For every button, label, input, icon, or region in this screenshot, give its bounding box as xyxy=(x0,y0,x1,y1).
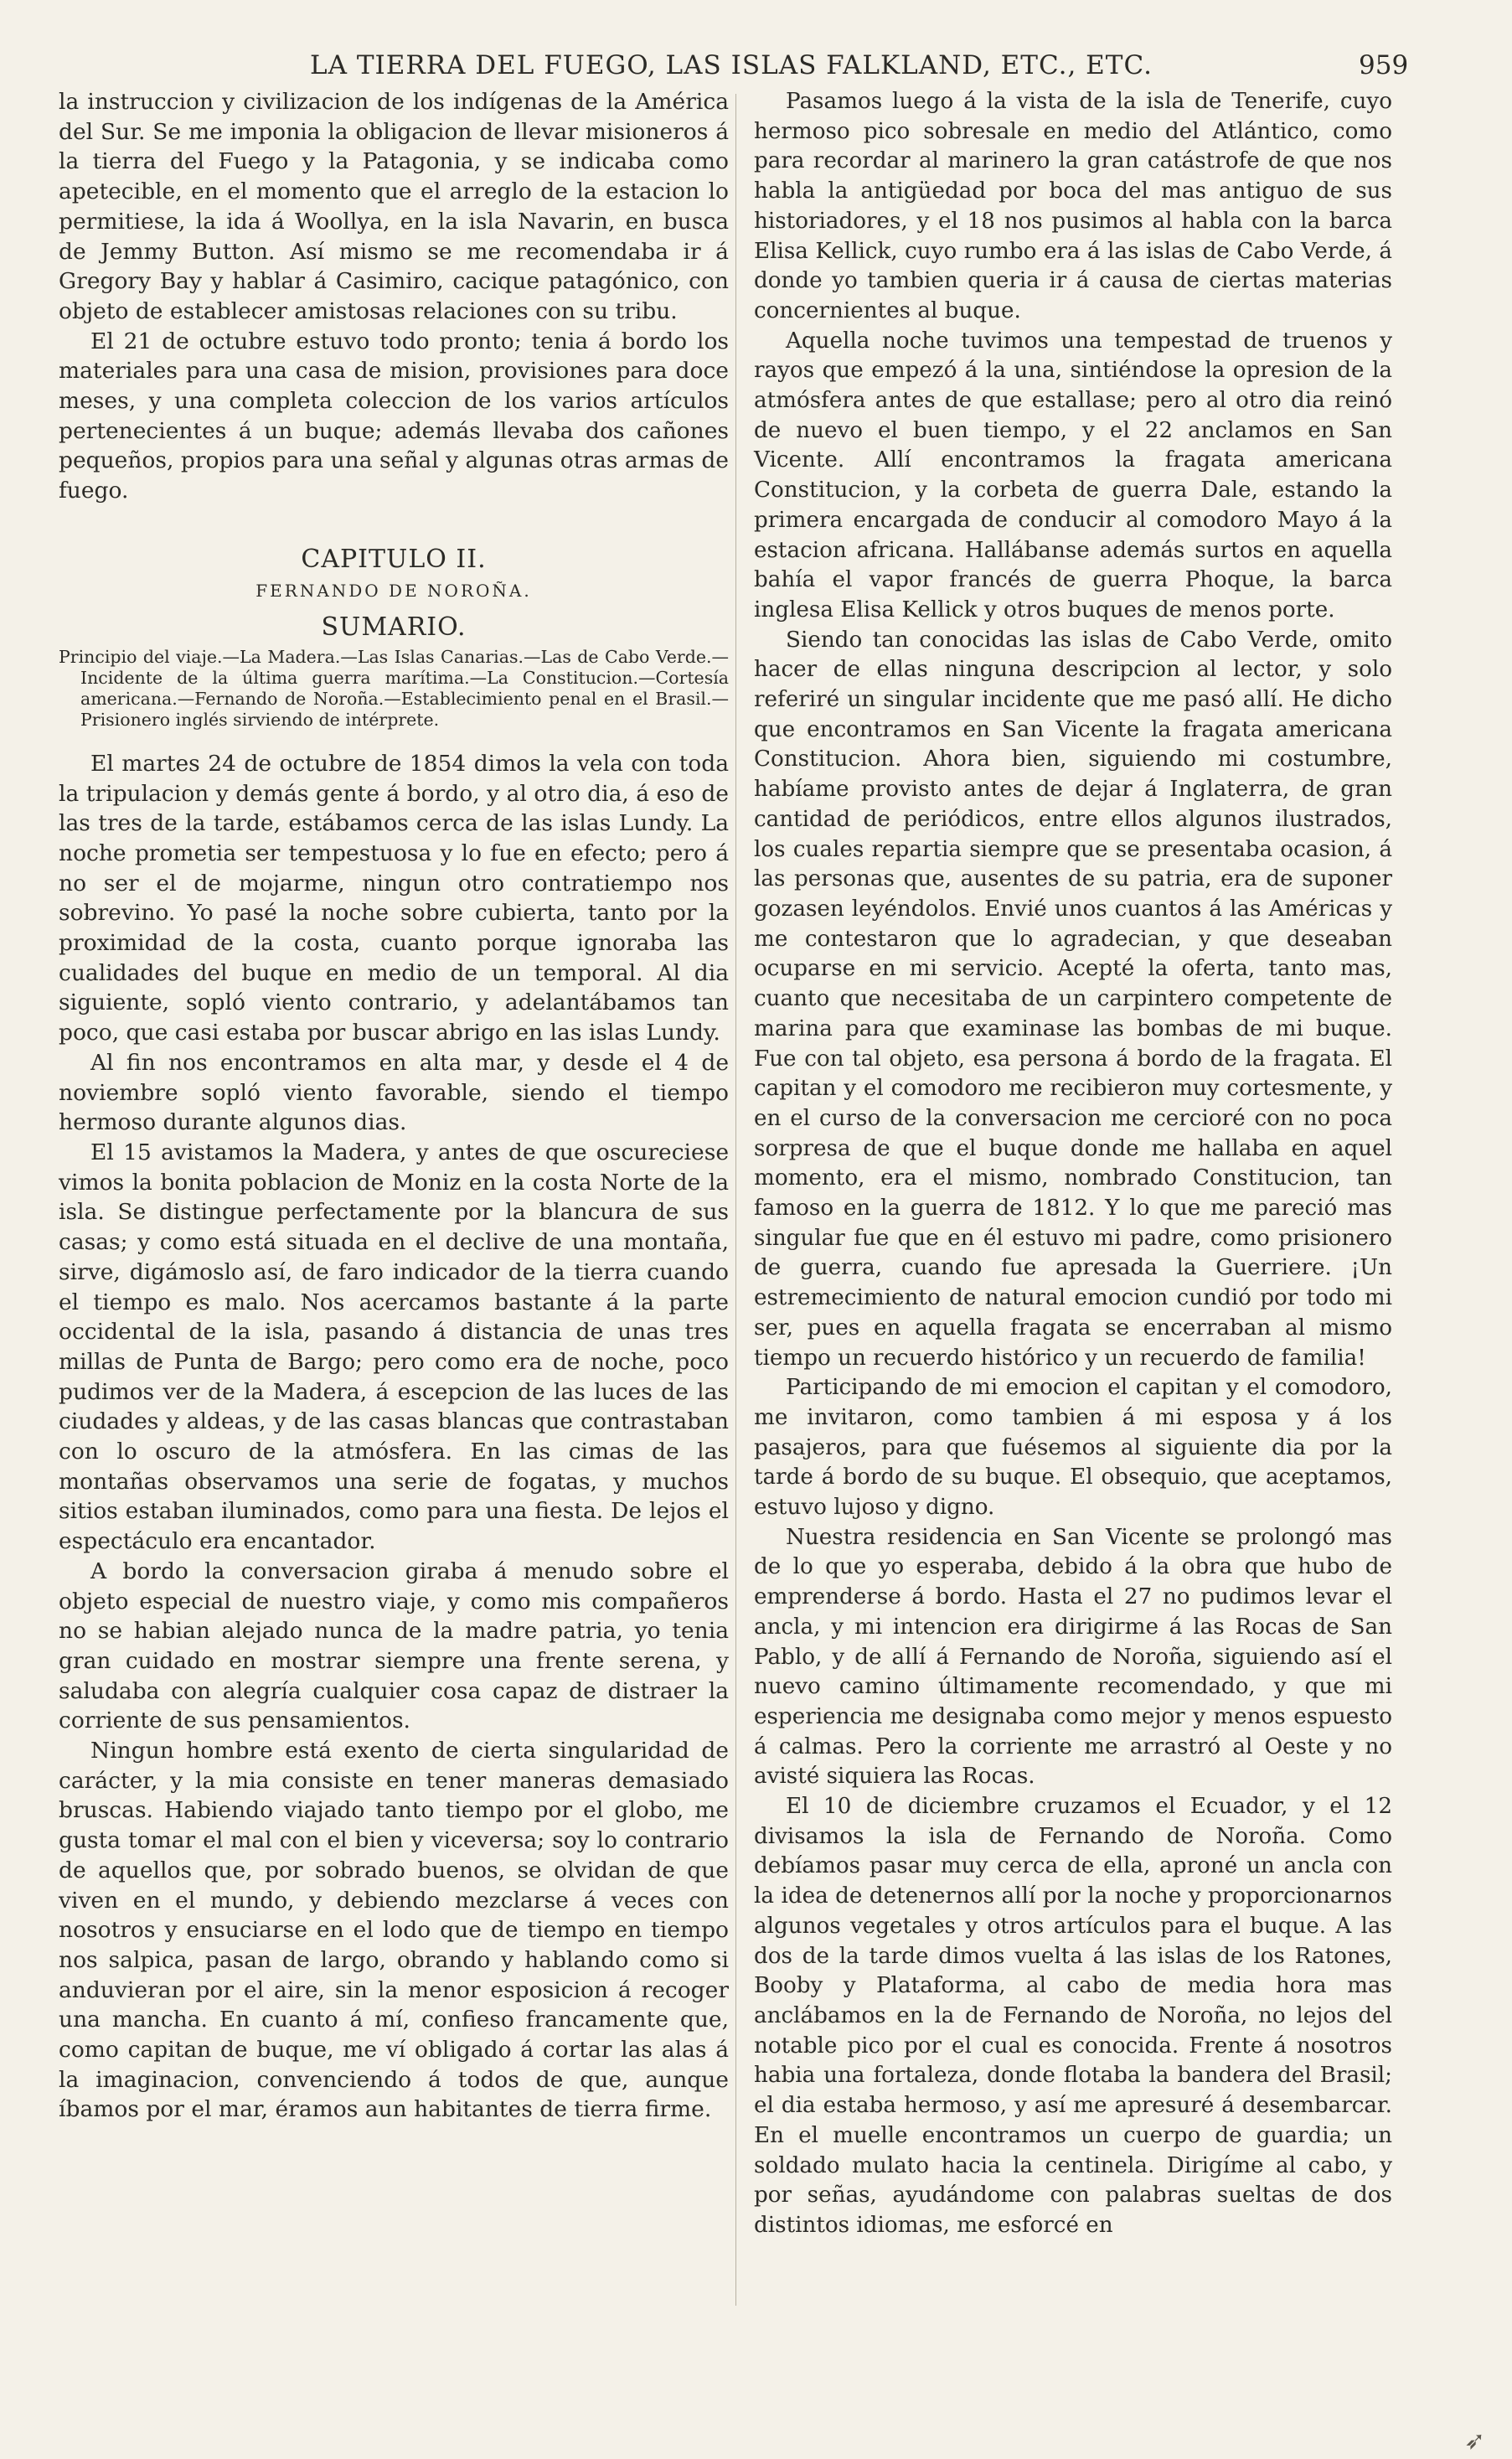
corner-mark-icon: ➶ xyxy=(1464,2426,1486,2456)
summary-body: Principio del viaje.—La Madera.—Las Islas Canarias.—Las de Cabo Verde.—Incidente de la última guerra marítima.—La Constitucion.—Cortesía americana.—Fernando de Noroña.—Establecimiento penal en el Brasil.—Prisionero inglés sirviendo de intérprete. xyxy=(59,646,729,730)
paragraph: A bordo la conversacion giraba á menudo sobre el objeto especial de nuestro viaje, y como mis compañeros no se habian alejado nunca de la madre patria, yo tenia gran cuidado en mostrar siempre una frente serena, y saludaba con alegría cualquier cosa capaz de distraer la corriente de sus pensamientos. xyxy=(59,1558,729,1734)
page-header xyxy=(59,50,1512,87)
paragraph: El martes 24 de octubre de 1854 dimos la vela con toda la tripulacion y demás gente á bordo, y al otro dia, á eso de las tres de la tarde, estábamos cerca de las islas Lundy. La noche prometia ser tempestuosa y lo fue en efecto; pero á no ser el de mojarme, ningun otro contratiempo nos sobrevino. Yo pasé la noche sobre cubierta, tanto por la proximidad de la costa, cuanto porque ignoraba las cualidades del buque en medio de un temporal. Al dia siguiente, sopló viento contrario, y adelantábamos tan poco, que casi estaba por buscar abrigo en las islas Lundy. xyxy=(59,750,729,1046)
chapter-subtitle: FERNANDO DE NOROÑA. xyxy=(255,580,532,601)
paragraph: El 10 de diciembre cruzamos el Ecuador, y el 12 divisamos la isla de Fernando de Noroña. Como debíamos pasar muy cerca de ella, aproné un ancla con la idea de detenernos allí por la noche y proporcionarnos algunos vegetales y otros artículos para el buque. A las dos de la tarde dimos vuelta á las islas de los Ratones, Booby y Plataforma, al cabo de media hora mas anclábamos en la de Fernando de Noroña, no lejos del notable pico por el cual es conocida. Frente á nosotros habia una fortaleza, donde flotaba la bandera del Brasil; el dia estaba hermoso, y así me apresuré á desembarcar. En el muelle encontramos un cuerpo de guardia; un soldado mulato hacia la centinela. Dirigíme al cabo, y por señas, ayudándome con palabras sueltas de dos distintos idiomas, me esforcé en xyxy=(754,1794,1392,2238)
right-column xyxy=(754,87,1392,2241)
paragraph: Ningun hombre está exento de cierta singularidad de carácter, y la mia consiste en tener maneras demasiado bruscas. Habiendo viajado tanto tiempo por el globo, me gusta tomar el mal con el bien y viceversa; soy lo contrario de aquellos que, por sobrado buenos, se olvidan de que viven en el mundo, y debiendo mezclarse á veces con nosotros y ensuciarse en el lodo que de tiempo en tiempo nos salpica, pasan de largo, obrando y hablando como si anduvieran por el aire, sin la menor esposicion á recoger una mancha. En cuanto á mí, confieso francamente que, como capitan de buque, me ví obligado á cortar las alas á la imaginacion, convenciendo á todos de que, aunque íbamos por el mar, éramos aun habitantes de tierra firme. xyxy=(59,1738,729,2123)
paragraph: El 15 avistamos la Madera, y antes de que oscureciese vimos la bonita poblacion de Moniz en la costa Norte de la isla. Se distingue perfectamente por la blancura de sus casas; y como está situada en el declive de una montaña, sirve, digámoslo así, de faro indicador de la tierra cuando el tiempo es malo. Nos acercamos bastante á la parte occidental de la isla, pasando á distancia de unas tres millas de Punta de Bargo; pero como era de noche, poco pudimos ver de la Madera, á escepcion de las luces de las ciudades y aldeas, y de las casas blancas que contrastaban con lo oscuro de la atmósfera. En las cimas de las montañas observamos una serie de fogatas, y muchos sitios estaban iluminados, como para una fiesta. De lejos el espectáculo era encantador. xyxy=(59,1139,729,1555)
left-column xyxy=(59,87,729,2125)
summary-title: SUMARIO. xyxy=(321,612,467,642)
page-number: 959 xyxy=(1359,50,1409,80)
paragraph: Al fin nos encontramos en alta mar, y desde el 4 de noviembre sopló viento favorable, siendo el tiempo hermoso durante algunos dias. xyxy=(59,1049,729,1136)
column-divider xyxy=(735,94,736,2306)
paragraph: Nuestra residencia en San Vicente se prolongó mas de lo que yo esperaba, debido á la obra que hubo de emprenderse á bordo. Hasta el 27 no pudimos levar el ancla, y mi intencion era dirigirme á las Rocas de San Pablo, y de allí á Fernando de Noroña, siguiendo así el nuevo camino últimamente recomendado, y que mi esperiencia me designaba como mejor y menos espuesto á calmas. Pero la corriente me arrastró al Oeste y no avisté siquiera las Rocas. xyxy=(754,1524,1392,1790)
paragraph: Participando de mi emocion el capitan y el comodoro, me invitaron, como tambien á mi esposa y á los pasajeros, para que fuésemos al siguiente dia por la tarde á bordo de su buque. El obsequio, que aceptamos, estuvo lujoso y digno. xyxy=(754,1375,1392,1521)
paragraph: la instruccion y civilizacion de los indígenas de la América del Sur. Se me imponia la obligacion de llevar misioneros á la tierra del Fuego y la Patagonia, y se indicaba como apetecible, en el momento que el arreglo de la estacion lo permitiese, la ida á Woollya, en la isla Navarin, en busca de Jemmy Button. Así mismo se me recomendaba ir á Gregory Bay y hablar á Casimiro, cacique patagónico, con objeto de establecer amistosas relaciones con su tribu. xyxy=(59,89,729,324)
paragraph: Pasamos luego á la vista de la isla de Tenerife, cuyo hermoso pico sobresale en medio del Atlántico, como para recordar al marinero la gran catástrofe de que nos habla la antigüedad por boca del mas antiguo de sus historiadores, y el 18 nos pusimos al habla con la barca Elisa Kellick, cuyo rumbo era á las islas de Cabo Verde, á donde yo tambien queria ir á causa de ciertas materias concernientes al buque. xyxy=(754,89,1392,323)
paragraph: El 21 de octubre estuvo todo pronto; tenia á bordo los materiales para una casa de mision, provisiones para doce meses, y una completa coleccion de los varios artículos pertenecientes á un buque; además llevaba dos cañones pequeños, propios para una señal y algunas otras armas de fuego. xyxy=(59,328,729,504)
paragraph: Aquella noche tuvimos una tempestad de truenos y rayos que empezó á la una, sintiéndose la opresion de la atmósfera antes de que estallase; pero al otro dia reinó de nuevo el buen tiempo, y el 22 anclamos en San Vicente. Allí encontramos la fragata americana Constitucion, y la corbeta de guerra Dale, estando la primera encargada de conducir al comodoro Mayo á la estacion africana. Hallábanse además surtos en aquella bahía el vapor francés de guerra Phoque, la barca inglesa Elisa Kellick y otros buques de menos porte. xyxy=(754,328,1392,622)
paragraph: Siendo tan conocidas las islas de Cabo Verde, omito hacer de ellas ninguna descripcion al lector, y solo referiré un singular incidente que me pasó allí. He dicho que encontramos en San Vicente la fragata americana Constitucion. Ahora bien, siguiendo mi costumbre, habíame provisto antes de dejar á Inglaterra, de gran cantidad de periódicos, entre ellos algunos ilustrados, los cuales repartia siempre que se presentaba ocasion, á las personas que, ausentes de su patria, era de suponer gozasen leyéndolos. Envié unos cuantos á las Américas y me contestaron que lo agradecian, y que deseaban ocuparse en mi servicio. Acepté la oferta, tanto mas, cuanto que necesitaba de un carpintero competente de marina para que examinase las bombas de mi buque. Fue con tal objeto, esa persona á bordo de la fragata. El capitan y el comodoro me recibieron muy cortesmente, y en el curso de la conversacion me cercioré con no poca sorpresa de que el buque donde me hallaba en aquel momento, era el mismo, nombrado Constitucion, tan famoso en la guerra de 1812. Y lo que me pareció mas singular fue que en él estuvo mi padre, como prisionero de guerra, cuando fue apresada la Guerriere. ¡Un estremecimiento de natural emocion cundió por todo mi ser, pues en aquella fragata se encerraban al mismo tiempo un recuerdo histórico y un recuerdo de familia! xyxy=(754,627,1392,1371)
chapter-title: CAPITULO II. xyxy=(301,544,487,574)
running-title: LA TIERRA DEL FUEGO, LAS ISLAS FALKLAND, ETC., ETC. xyxy=(310,50,1153,80)
